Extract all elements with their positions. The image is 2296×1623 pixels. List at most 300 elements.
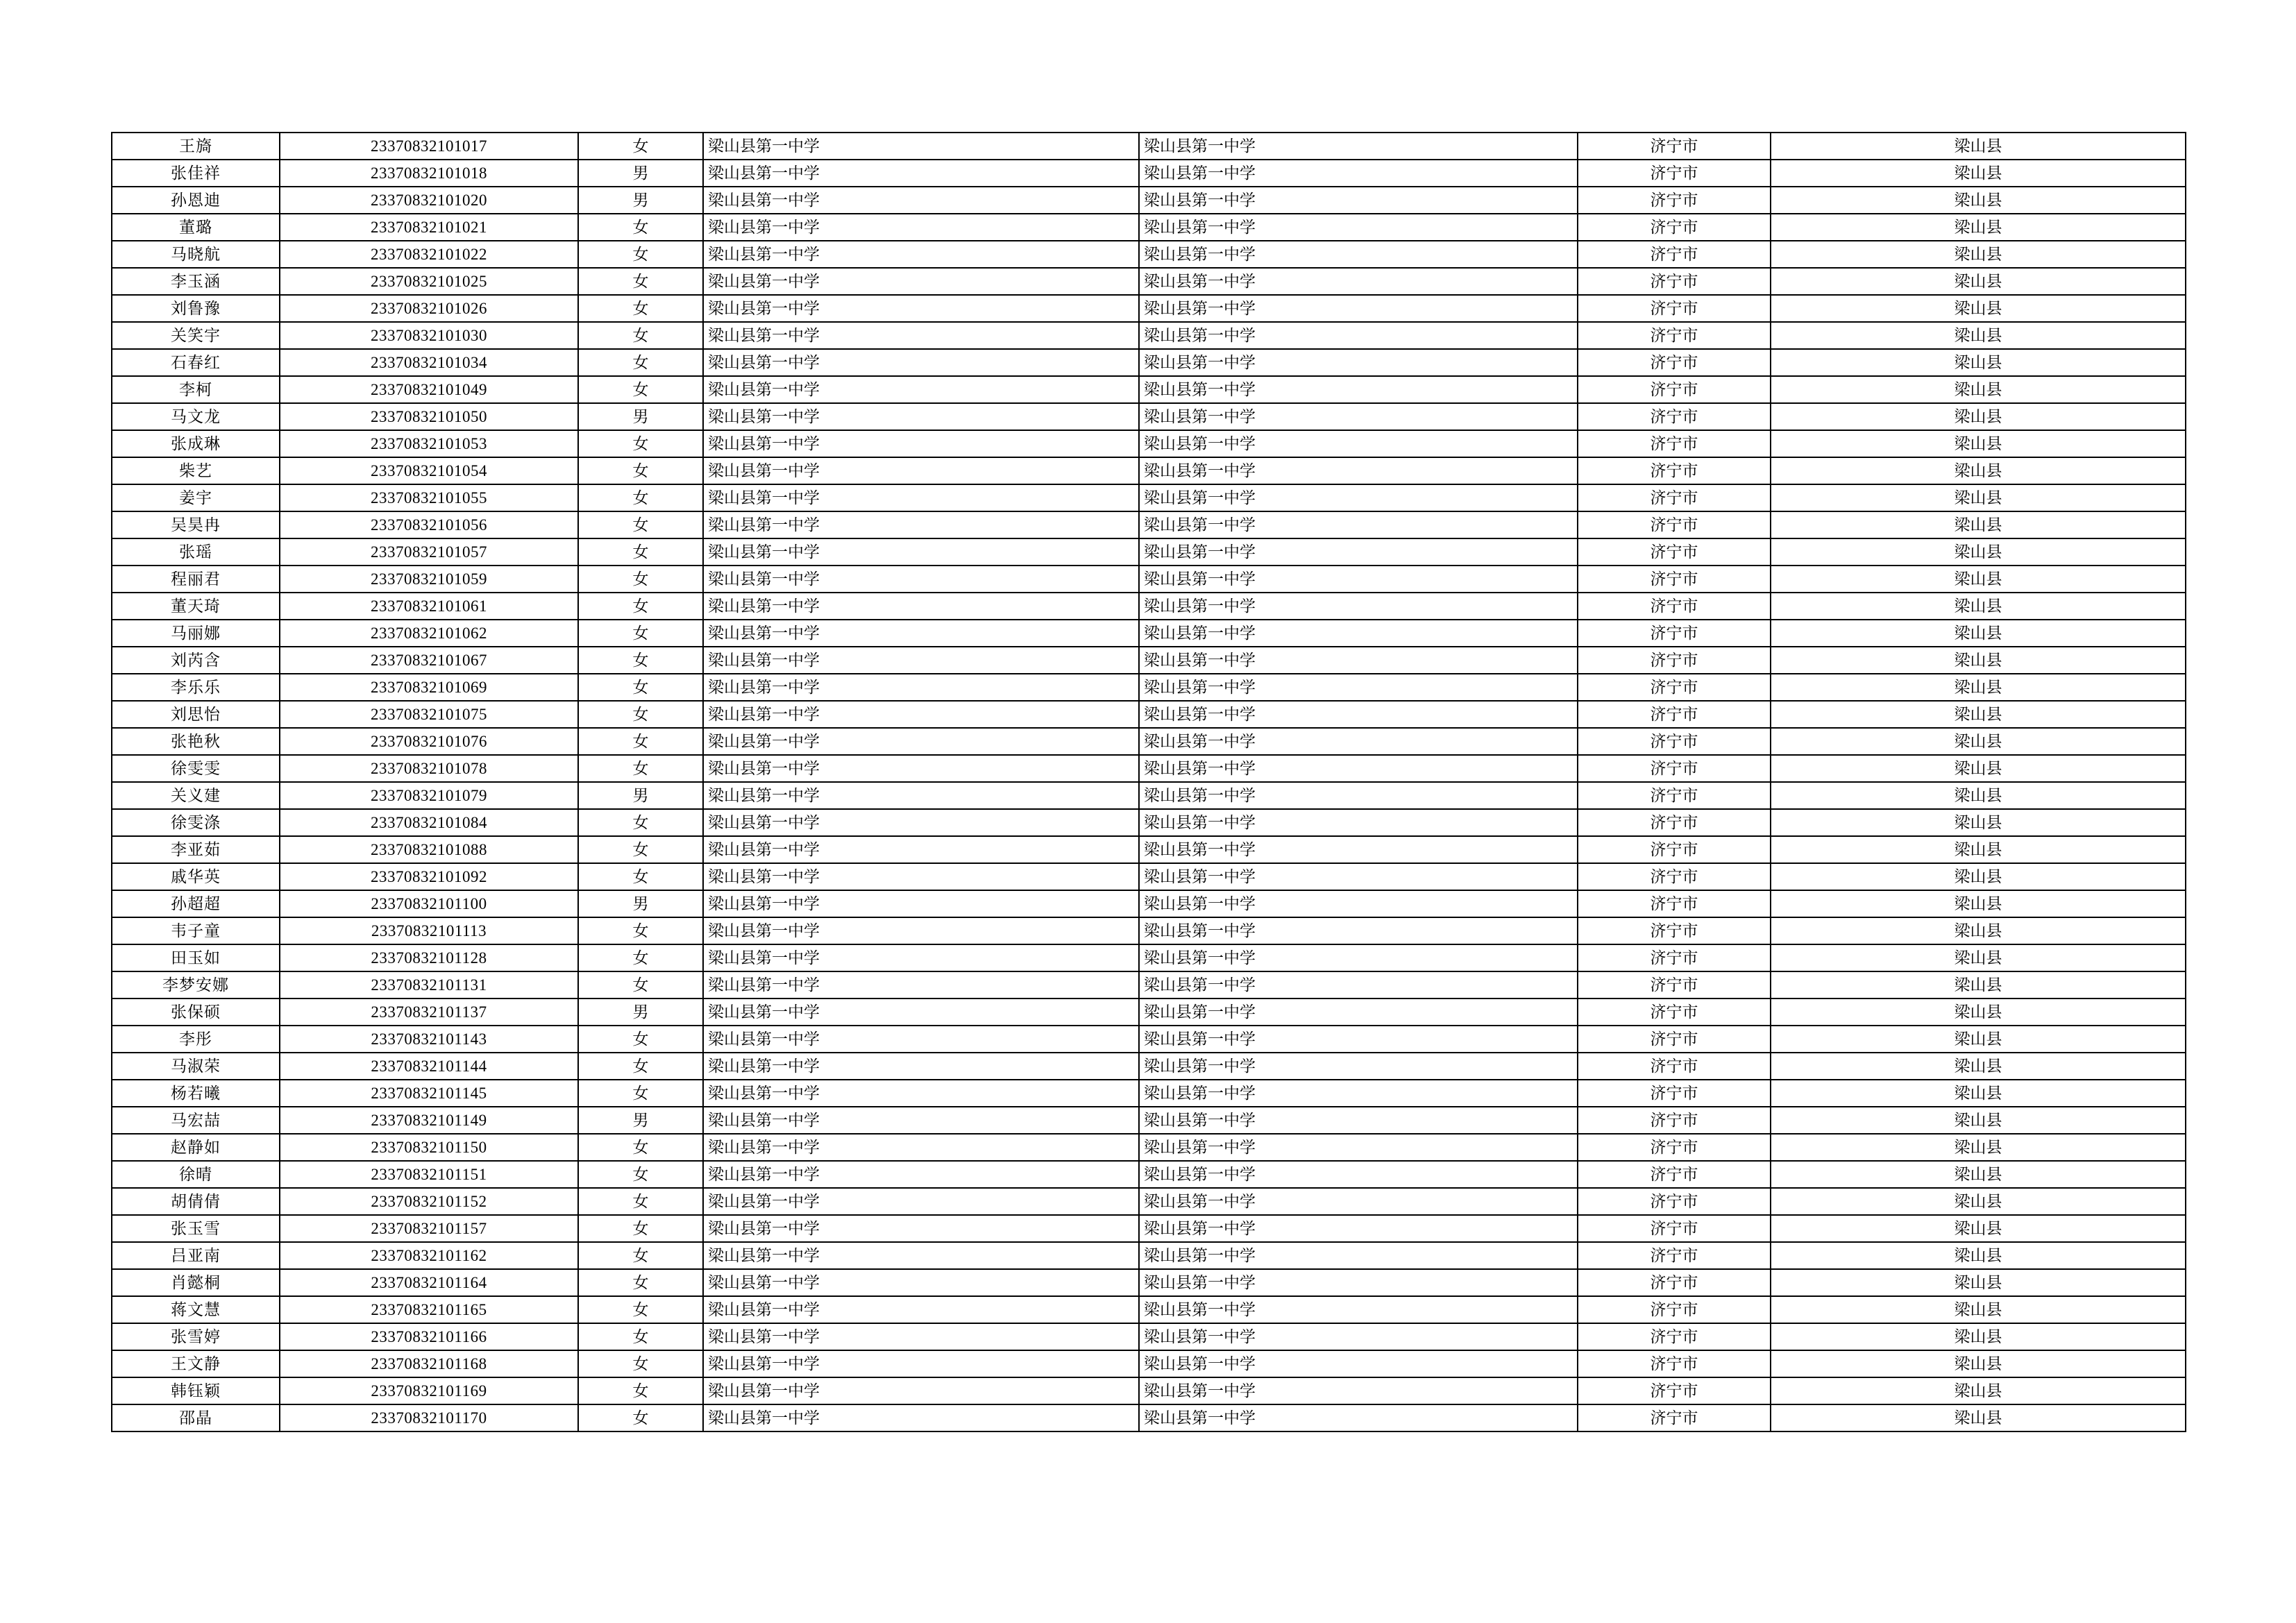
cell-name: 韩钰颖: [112, 1377, 280, 1404]
cell-exam-id: 23370832101164: [280, 1269, 578, 1296]
cell-graduation-school: 梁山县第一中学: [703, 1377, 1139, 1404]
cell-city: 济宁市: [1578, 214, 1771, 241]
table-row: [112, 1107, 2186, 1134]
cell-exam-id: 23370832101157: [280, 1215, 578, 1242]
cell-county: 梁山县: [1771, 755, 2186, 782]
roster-body: [112, 133, 2186, 1431]
cell-county: 梁山县: [1771, 1053, 2186, 1080]
cell-exam-id: 23370832101100: [280, 890, 578, 917]
cell-current-school: 梁山县第一中学: [1139, 1323, 1578, 1350]
cell-current-school: 梁山县第一中学: [1139, 782, 1578, 809]
table-row: [112, 620, 2186, 647]
cell-sex: 女: [578, 1242, 703, 1269]
cell-exam-id: 23370832101067: [280, 647, 578, 674]
cell-name: 徐雯雯: [112, 755, 280, 782]
cell-sex: 女: [578, 944, 703, 971]
cell-city: 济宁市: [1578, 484, 1771, 511]
table-row: [112, 1296, 2186, 1323]
cell-graduation-school: 梁山县第一中学: [703, 809, 1139, 836]
cell-graduation-school: 梁山县第一中学: [703, 511, 1139, 538]
cell-county: 梁山县: [1771, 647, 2186, 674]
cell-graduation-school: 梁山县第一中学: [703, 674, 1139, 701]
cell-city: 济宁市: [1578, 268, 1771, 295]
cell-graduation-school: 梁山县第一中学: [703, 457, 1139, 484]
cell-city: 济宁市: [1578, 836, 1771, 863]
cell-graduation-school: 梁山县第一中学: [703, 268, 1139, 295]
cell-name: 关笑宇: [112, 322, 280, 349]
cell-city: 济宁市: [1578, 755, 1771, 782]
cell-current-school: 梁山县第一中学: [1139, 620, 1578, 647]
cell-city: 济宁市: [1578, 1296, 1771, 1323]
cell-graduation-school: 梁山县第一中学: [703, 863, 1139, 890]
cell-city: 济宁市: [1578, 1053, 1771, 1080]
cell-county: 梁山县: [1771, 160, 2186, 187]
cell-exam-id: 23370832101152: [280, 1188, 578, 1215]
cell-county: 梁山县: [1771, 890, 2186, 917]
cell-sex: 女: [578, 1188, 703, 1215]
table-row: [112, 457, 2186, 484]
table-row: [112, 511, 2186, 538]
cell-exam-id: 23370832101076: [280, 728, 578, 755]
cell-exam-id: 23370832101079: [280, 782, 578, 809]
cell-graduation-school: 梁山县第一中学: [703, 538, 1139, 566]
cell-sex: 男: [578, 187, 703, 214]
cell-current-school: 梁山县第一中学: [1139, 403, 1578, 430]
cell-current-school: 梁山县第一中学: [1139, 538, 1578, 566]
cell-current-school: 梁山县第一中学: [1139, 1161, 1578, 1188]
cell-name: 王文静: [112, 1350, 280, 1377]
cell-current-school: 梁山县第一中学: [1139, 1296, 1578, 1323]
cell-city: 济宁市: [1578, 295, 1771, 322]
cell-county: 梁山县: [1771, 863, 2186, 890]
cell-county: 梁山县: [1771, 566, 2186, 593]
cell-county: 梁山县: [1771, 214, 2186, 241]
cell-current-school: 梁山县第一中学: [1139, 728, 1578, 755]
table-row: [112, 863, 2186, 890]
table-row: [112, 484, 2186, 511]
table-row: [112, 430, 2186, 457]
cell-exam-id: 23370832101062: [280, 620, 578, 647]
cell-sex: 女: [578, 701, 703, 728]
cell-county: 梁山县: [1771, 1134, 2186, 1161]
cell-sex: 女: [578, 511, 703, 538]
cell-exam-id: 23370832101061: [280, 593, 578, 620]
cell-sex: 女: [578, 674, 703, 701]
cell-county: 梁山县: [1771, 376, 2186, 403]
cell-current-school: 梁山县第一中学: [1139, 1377, 1578, 1404]
cell-exam-id: 23370832101078: [280, 755, 578, 782]
cell-graduation-school: 梁山县第一中学: [703, 593, 1139, 620]
cell-graduation-school: 梁山县第一中学: [703, 566, 1139, 593]
cell-county: 梁山县: [1771, 1350, 2186, 1377]
cell-current-school: 梁山县第一中学: [1139, 214, 1578, 241]
cell-current-school: 梁山县第一中学: [1139, 890, 1578, 917]
cell-graduation-school: 梁山县第一中学: [703, 160, 1139, 187]
cell-city: 济宁市: [1578, 1269, 1771, 1296]
cell-name: 李彤: [112, 1026, 280, 1053]
cell-current-school: 梁山县第一中学: [1139, 944, 1578, 971]
cell-exam-id: 23370832101166: [280, 1323, 578, 1350]
cell-county: 梁山县: [1771, 430, 2186, 457]
cell-exam-id: 23370832101054: [280, 457, 578, 484]
cell-county: 梁山县: [1771, 782, 2186, 809]
cell-city: 济宁市: [1578, 917, 1771, 944]
cell-current-school: 梁山县第一中学: [1139, 971, 1578, 999]
cell-city: 济宁市: [1578, 1080, 1771, 1107]
table-row: [112, 241, 2186, 268]
cell-name: 田玉如: [112, 944, 280, 971]
cell-current-school: 梁山县第一中学: [1139, 295, 1578, 322]
cell-city: 济宁市: [1578, 1161, 1771, 1188]
cell-current-school: 梁山县第一中学: [1139, 1242, 1578, 1269]
cell-current-school: 梁山县第一中学: [1139, 1188, 1578, 1215]
cell-current-school: 梁山县第一中学: [1139, 457, 1578, 484]
table-row: [112, 322, 2186, 349]
cell-exam-id: 23370832101053: [280, 430, 578, 457]
cell-name: 李柯: [112, 376, 280, 403]
cell-county: 梁山县: [1771, 1404, 2186, 1431]
cell-county: 梁山县: [1771, 268, 2186, 295]
cell-current-school: 梁山县第一中学: [1139, 1107, 1578, 1134]
cell-graduation-school: 梁山县第一中学: [703, 187, 1139, 214]
cell-current-school: 梁山县第一中学: [1139, 1269, 1578, 1296]
cell-sex: 女: [578, 1053, 703, 1080]
cell-city: 济宁市: [1578, 187, 1771, 214]
table-row: [112, 593, 2186, 620]
table-row: [112, 538, 2186, 566]
cell-city: 济宁市: [1578, 620, 1771, 647]
cell-exam-id: 23370832101075: [280, 701, 578, 728]
cell-sex: 女: [578, 322, 703, 349]
table-row: [112, 890, 2186, 917]
table-row: [112, 1188, 2186, 1215]
cell-sex: 女: [578, 1080, 703, 1107]
cell-graduation-school: 梁山县第一中学: [703, 1242, 1139, 1269]
cell-current-school: 梁山县第一中学: [1139, 376, 1578, 403]
table-row: [112, 1269, 2186, 1296]
cell-name: 杨若曦: [112, 1080, 280, 1107]
cell-name: 张佳祥: [112, 160, 280, 187]
cell-current-school: 梁山县第一中学: [1139, 484, 1578, 511]
cell-graduation-school: 梁山县第一中学: [703, 620, 1139, 647]
cell-graduation-school: 梁山县第一中学: [703, 755, 1139, 782]
cell-exam-id: 23370832101168: [280, 1350, 578, 1377]
cell-name: 徐雯涤: [112, 809, 280, 836]
cell-city: 济宁市: [1578, 160, 1771, 187]
cell-exam-id: 23370832101049: [280, 376, 578, 403]
cell-county: 梁山县: [1771, 1296, 2186, 1323]
cell-name: 吕亚南: [112, 1242, 280, 1269]
cell-sex: 女: [578, 728, 703, 755]
cell-current-school: 梁山县第一中学: [1139, 863, 1578, 890]
cell-exam-id: 23370832101059: [280, 566, 578, 593]
table-row: [112, 1350, 2186, 1377]
cell-sex: 女: [578, 1377, 703, 1404]
table-row: [112, 755, 2186, 782]
cell-city: 济宁市: [1578, 1323, 1771, 1350]
cell-county: 梁山县: [1771, 1080, 2186, 1107]
cell-name: 张成琳: [112, 430, 280, 457]
cell-name: 李玉涵: [112, 268, 280, 295]
cell-name: 马文龙: [112, 403, 280, 430]
cell-exam-id: 23370832101022: [280, 241, 578, 268]
cell-county: 梁山县: [1771, 1242, 2186, 1269]
cell-exam-id: 23370832101144: [280, 1053, 578, 1080]
cell-name: 刘芮含: [112, 647, 280, 674]
cell-sex: 女: [578, 376, 703, 403]
cell-sex: 女: [578, 133, 703, 160]
cell-sex: 女: [578, 1161, 703, 1188]
table-row: [112, 1242, 2186, 1269]
cell-current-school: 梁山县第一中学: [1139, 133, 1578, 160]
cell-current-school: 梁山县第一中学: [1139, 1080, 1578, 1107]
cell-city: 济宁市: [1578, 1188, 1771, 1215]
cell-sex: 女: [578, 1134, 703, 1161]
cell-city: 济宁市: [1578, 593, 1771, 620]
cell-city: 济宁市: [1578, 809, 1771, 836]
cell-current-school: 梁山县第一中学: [1139, 701, 1578, 728]
cell-exam-id: 23370832101165: [280, 1296, 578, 1323]
cell-city: 济宁市: [1578, 349, 1771, 376]
cell-city: 济宁市: [1578, 1107, 1771, 1134]
cell-graduation-school: 梁山县第一中学: [703, 836, 1139, 863]
cell-exam-id: 23370832101143: [280, 1026, 578, 1053]
cell-current-school: 梁山县第一中学: [1139, 1053, 1578, 1080]
cell-city: 济宁市: [1578, 1242, 1771, 1269]
cell-name: 张雪婷: [112, 1323, 280, 1350]
cell-name: 赵静如: [112, 1134, 280, 1161]
cell-city: 济宁市: [1578, 1404, 1771, 1431]
cell-sex: 女: [578, 566, 703, 593]
cell-sex: 女: [578, 457, 703, 484]
cell-graduation-school: 梁山县第一中学: [703, 430, 1139, 457]
cell-exam-id: 23370832101128: [280, 944, 578, 971]
cell-county: 梁山县: [1771, 403, 2186, 430]
table-row: [112, 1053, 2186, 1080]
cell-exam-id: 23370832101088: [280, 836, 578, 863]
cell-county: 梁山县: [1771, 809, 2186, 836]
table-row: [112, 971, 2186, 999]
cell-sex: 男: [578, 890, 703, 917]
cell-county: 梁山县: [1771, 349, 2186, 376]
cell-exam-id: 23370832101170: [280, 1404, 578, 1431]
table-row: [112, 1377, 2186, 1404]
cell-county: 梁山县: [1771, 1323, 2186, 1350]
cell-graduation-school: 梁山县第一中学: [703, 728, 1139, 755]
cell-current-school: 梁山县第一中学: [1139, 241, 1578, 268]
cell-name: 李乐乐: [112, 674, 280, 701]
cell-city: 济宁市: [1578, 701, 1771, 728]
cell-city: 济宁市: [1578, 1350, 1771, 1377]
table-row: [112, 214, 2186, 241]
cell-graduation-school: 梁山县第一中学: [703, 917, 1139, 944]
cell-sex: 女: [578, 214, 703, 241]
cell-sex: 女: [578, 484, 703, 511]
cell-exam-id: 23370832101151: [280, 1161, 578, 1188]
cell-city: 济宁市: [1578, 1026, 1771, 1053]
cell-name: 邵晶: [112, 1404, 280, 1431]
table-row: [112, 1161, 2186, 1188]
cell-exam-id: 23370832101162: [280, 1242, 578, 1269]
cell-name: 王旖: [112, 133, 280, 160]
cell-exam-id: 23370832101137: [280, 999, 578, 1026]
cell-sex: 女: [578, 755, 703, 782]
cell-current-school: 梁山县第一中学: [1139, 349, 1578, 376]
cell-exam-id: 23370832101034: [280, 349, 578, 376]
cell-current-school: 梁山县第一中学: [1139, 268, 1578, 295]
cell-city: 济宁市: [1578, 538, 1771, 566]
cell-county: 梁山县: [1771, 1377, 2186, 1404]
cell-graduation-school: 梁山县第一中学: [703, 1296, 1139, 1323]
cell-name: 张玉雪: [112, 1215, 280, 1242]
cell-name: 董璐: [112, 214, 280, 241]
cell-exam-id: 23370832101145: [280, 1080, 578, 1107]
cell-name: 马丽娜: [112, 620, 280, 647]
cell-county: 梁山县: [1771, 133, 2186, 160]
cell-name: 胡倩倩: [112, 1188, 280, 1215]
table-row: [112, 1215, 2186, 1242]
cell-current-school: 梁山县第一中学: [1139, 809, 1578, 836]
cell-county: 梁山县: [1771, 944, 2186, 971]
cell-graduation-school: 梁山县第一中学: [703, 647, 1139, 674]
cell-county: 梁山县: [1771, 674, 2186, 701]
cell-name: 马淑荣: [112, 1053, 280, 1080]
cell-county: 梁山县: [1771, 1215, 2186, 1242]
cell-sex: 女: [578, 268, 703, 295]
cell-city: 济宁市: [1578, 1215, 1771, 1242]
cell-name: 肖懿桐: [112, 1269, 280, 1296]
cell-sex: 女: [578, 593, 703, 620]
cell-sex: 女: [578, 620, 703, 647]
cell-graduation-school: 梁山县第一中学: [703, 1323, 1139, 1350]
cell-graduation-school: 梁山县第一中学: [703, 1053, 1139, 1080]
cell-county: 梁山县: [1771, 1107, 2186, 1134]
cell-graduation-school: 梁山县第一中学: [703, 890, 1139, 917]
cell-graduation-school: 梁山县第一中学: [703, 214, 1139, 241]
cell-graduation-school: 梁山县第一中学: [703, 133, 1139, 160]
cell-graduation-school: 梁山县第一中学: [703, 322, 1139, 349]
cell-graduation-school: 梁山县第一中学: [703, 999, 1139, 1026]
cell-sex: 女: [578, 1296, 703, 1323]
cell-name: 韦子童: [112, 917, 280, 944]
cell-name: 马宏喆: [112, 1107, 280, 1134]
cell-sex: 女: [578, 295, 703, 322]
table-row: [112, 701, 2186, 728]
cell-name: 张艳秋: [112, 728, 280, 755]
cell-exam-id: 23370832101030: [280, 322, 578, 349]
cell-current-school: 梁山县第一中学: [1139, 160, 1578, 187]
cell-name: 刘鲁豫: [112, 295, 280, 322]
cell-sex: 男: [578, 782, 703, 809]
cell-sex: 女: [578, 538, 703, 566]
cell-sex: 女: [578, 836, 703, 863]
cell-name: 孙超超: [112, 890, 280, 917]
table-row: [112, 187, 2186, 214]
cell-county: 梁山县: [1771, 187, 2186, 214]
cell-sex: 女: [578, 917, 703, 944]
cell-current-school: 梁山县第一中学: [1139, 917, 1578, 944]
cell-exam-id: 23370832101069: [280, 674, 578, 701]
table-row: [112, 376, 2186, 403]
cell-current-school: 梁山县第一中学: [1139, 593, 1578, 620]
cell-current-school: 梁山县第一中学: [1139, 755, 1578, 782]
cell-graduation-school: 梁山县第一中学: [703, 295, 1139, 322]
cell-county: 梁山县: [1771, 620, 2186, 647]
cell-graduation-school: 梁山县第一中学: [703, 1215, 1139, 1242]
cell-city: 济宁市: [1578, 782, 1771, 809]
cell-county: 梁山县: [1771, 1161, 2186, 1188]
cell-graduation-school: 梁山县第一中学: [703, 1134, 1139, 1161]
cell-name: 姜宇: [112, 484, 280, 511]
cell-graduation-school: 梁山县第一中学: [703, 403, 1139, 430]
table-row: [112, 403, 2186, 430]
cell-sex: 女: [578, 430, 703, 457]
cell-exam-id: 23370832101092: [280, 863, 578, 890]
cell-county: 梁山县: [1771, 457, 2186, 484]
cell-sex: 男: [578, 160, 703, 187]
cell-current-school: 梁山县第一中学: [1139, 1350, 1578, 1377]
cell-name: 李梦安娜: [112, 971, 280, 999]
cell-exam-id: 23370832101018: [280, 160, 578, 187]
cell-current-school: 梁山县第一中学: [1139, 187, 1578, 214]
cell-current-school: 梁山县第一中学: [1139, 674, 1578, 701]
cell-current-school: 梁山县第一中学: [1139, 511, 1578, 538]
cell-county: 梁山县: [1771, 1026, 2186, 1053]
cell-sex: 女: [578, 1215, 703, 1242]
table-row: [112, 944, 2186, 971]
cell-sex: 女: [578, 1404, 703, 1431]
cell-city: 济宁市: [1578, 430, 1771, 457]
cell-graduation-school: 梁山县第一中学: [703, 782, 1139, 809]
cell-current-school: 梁山县第一中学: [1139, 836, 1578, 863]
table-row: [112, 133, 2186, 160]
table-row: [112, 647, 2186, 674]
cell-county: 梁山县: [1771, 295, 2186, 322]
cell-county: 梁山县: [1771, 322, 2186, 349]
cell-exam-id: 23370832101017: [280, 133, 578, 160]
cell-city: 济宁市: [1578, 566, 1771, 593]
cell-name: 张保硕: [112, 999, 280, 1026]
cell-sex: 男: [578, 1107, 703, 1134]
table-row: [112, 1026, 2186, 1053]
cell-current-school: 梁山县第一中学: [1139, 1026, 1578, 1053]
cell-name: 蒋文慧: [112, 1296, 280, 1323]
cell-current-school: 梁山县第一中学: [1139, 1404, 1578, 1431]
table-row: [112, 999, 2186, 1026]
cell-current-school: 梁山县第一中学: [1139, 999, 1578, 1026]
cell-exam-id: 23370832101055: [280, 484, 578, 511]
cell-sex: 女: [578, 1269, 703, 1296]
cell-graduation-school: 梁山县第一中学: [703, 484, 1139, 511]
cell-exam-id: 23370832101025: [280, 268, 578, 295]
cell-exam-id: 23370832101021: [280, 214, 578, 241]
cell-city: 济宁市: [1578, 944, 1771, 971]
cell-exam-id: 23370832101150: [280, 1134, 578, 1161]
cell-county: 梁山县: [1771, 511, 2186, 538]
cell-county: 梁山县: [1771, 1188, 2186, 1215]
cell-exam-id: 23370832101131: [280, 971, 578, 999]
cell-city: 济宁市: [1578, 511, 1771, 538]
cell-exam-id: 23370832101169: [280, 1377, 578, 1404]
cell-sex: 男: [578, 999, 703, 1026]
cell-exam-id: 23370832101026: [280, 295, 578, 322]
cell-city: 济宁市: [1578, 863, 1771, 890]
student-roster-table: [111, 132, 2186, 1432]
cell-sex: 女: [578, 809, 703, 836]
cell-county: 梁山县: [1771, 917, 2186, 944]
cell-name: 吴昊冉: [112, 511, 280, 538]
cell-city: 济宁市: [1578, 241, 1771, 268]
